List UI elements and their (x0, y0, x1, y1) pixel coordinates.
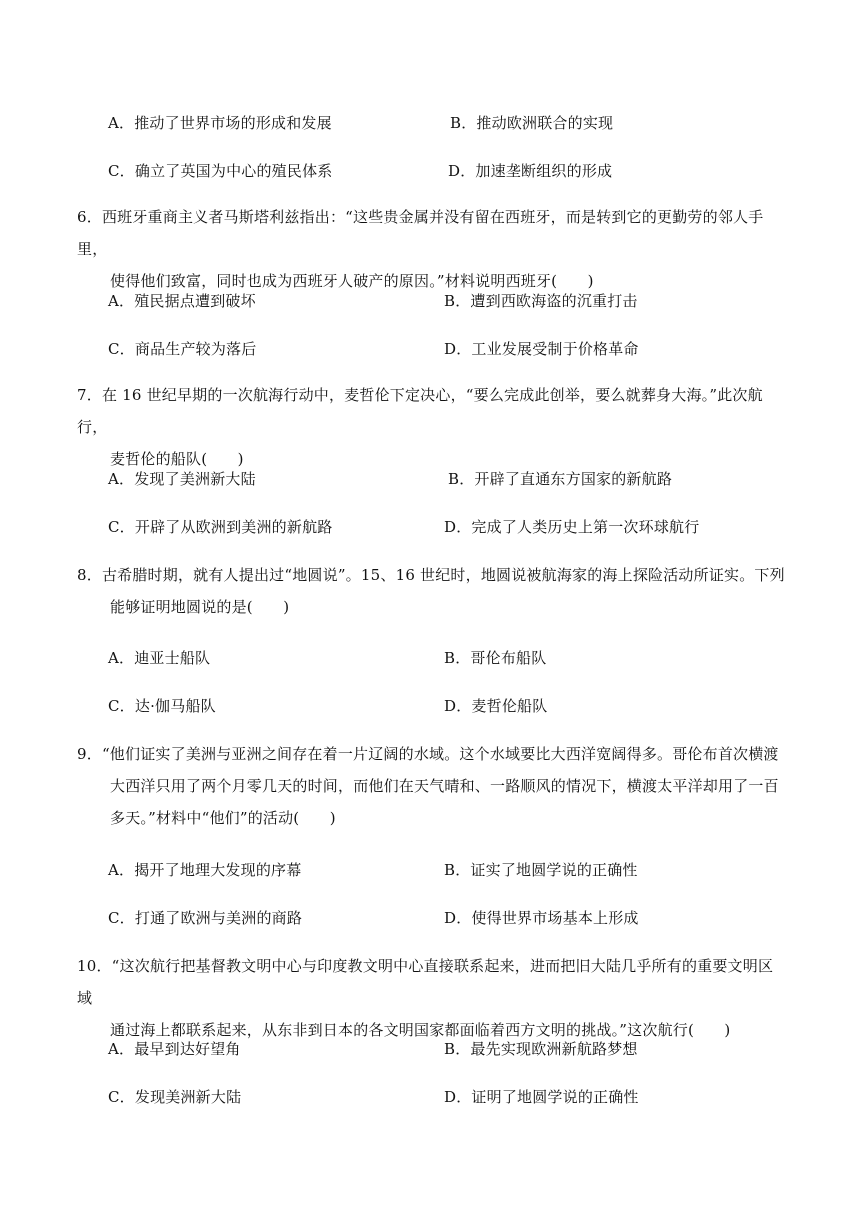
question-6-stem (77, 201, 787, 297)
q9-option-a: A．揭开了地理大发现的序幕 (108, 861, 302, 879)
q6-option-d: D．工业发展受制于价格革命 (444, 340, 639, 358)
q7-option-c: C．开辟了从欧洲到美洲的新航路 (108, 518, 333, 536)
q6-option-b: B．遭到西欧海盗的沉重打击 (444, 292, 638, 310)
q7-line-2: 麦哲伦的船队( ) (110, 450, 244, 468)
q8-option-b: B．哥伦布船队 (444, 649, 547, 667)
q6-line-1: 6．西班牙重商主义者马斯塔利兹指出：“这些贵金属并没有留在西班牙，而是转到它的更勤劳的邻人手里， (77, 208, 764, 258)
q7-line-1: 7．在 16 世纪早期的一次航海行动中，麦哲伦下定决心，“要么完成此创举，要么就葬身大海。”此次航行， (77, 386, 763, 436)
question-7-stem (77, 379, 787, 475)
q7-option-d: D．完成了人类历史上第一次环球航行 (444, 518, 700, 536)
q8-line-2: 能够证明地圆说的是( ) (110, 598, 290, 616)
q7-option-a: A．发现了美洲新大陆 (108, 470, 256, 488)
q9-option-c: C．打通了欧洲与美洲的商路 (108, 909, 303, 927)
q10-line-2: 通过海上都联系起来，从东非到日本的各文明国家都面临着西方文明的挑战。”这次航行( ) (110, 1021, 731, 1039)
q9-line-3: 多天。”材料中“他们”的活动( ) (110, 809, 336, 827)
q10-option-a: A．最早到达好望角 (108, 1040, 241, 1058)
q6-line-2: 使得他们致富，同时也成为西班牙人破产的原因。”材料说明西班牙( ) (110, 272, 594, 290)
q10-option-b: B．最先实现欧洲新航路梦想 (444, 1040, 638, 1058)
q6-option-c: C．商品生产较为落后 (108, 340, 257, 358)
q8-option-d: D．麦哲伦船队 (444, 697, 548, 715)
q9-option-b: B．证实了地圆学说的正确性 (444, 861, 638, 879)
q7-option-b: B．开辟了直通东方国家的新航路 (448, 470, 673, 488)
q5-option-a: A．推动了世界市场的形成和发展 (108, 114, 332, 132)
q10-option-c: C．发现美洲新大陆 (108, 1088, 242, 1106)
q8-option-c: C．达·伽马船队 (108, 697, 216, 715)
q5-option-c: C．确立了英国为中心的殖民体系 (108, 162, 333, 180)
q10-option-d: D．证明了地圆学说的正确性 (444, 1088, 639, 1106)
q9-line-1: 9．“他们证实了美洲与亚洲之间存在着一片辽阔的水域。这个水域要比大西洋宽阔得多。哥伦布首次横渡 (77, 745, 779, 763)
q5-option-b: B．推动欧洲联合的实现 (450, 114, 614, 132)
q5-option-d: D．加速垄断组织的形成 (448, 162, 613, 180)
question-10-stem (77, 950, 787, 1046)
q9-option-d: D．使得世界市场基本上形成 (444, 909, 639, 927)
q8-line-1: 8．古希腊时期，就有人提出过“地圆说”。15、16 世纪时，地圆说被航海家的海上探险活动所证实。下列 (77, 566, 785, 584)
question-8-stem (77, 559, 787, 623)
question-9-stem (77, 738, 787, 834)
q8-option-a: A．迪亚士船队 (108, 649, 211, 667)
q10-line-1: 10．“这次航行把基督教文明中心与印度教文明中心直接联系起来，进而把旧大陆几乎所有的重要文明区域 (77, 957, 774, 1007)
q6-option-a: A．殖民据点遭到破坏 (108, 292, 256, 310)
q9-line-2: 大西洋只用了两个月零几天的时间，而他们在天气晴和、一路顺风的情况下，横渡太平洋却用了一百 (110, 777, 779, 795)
